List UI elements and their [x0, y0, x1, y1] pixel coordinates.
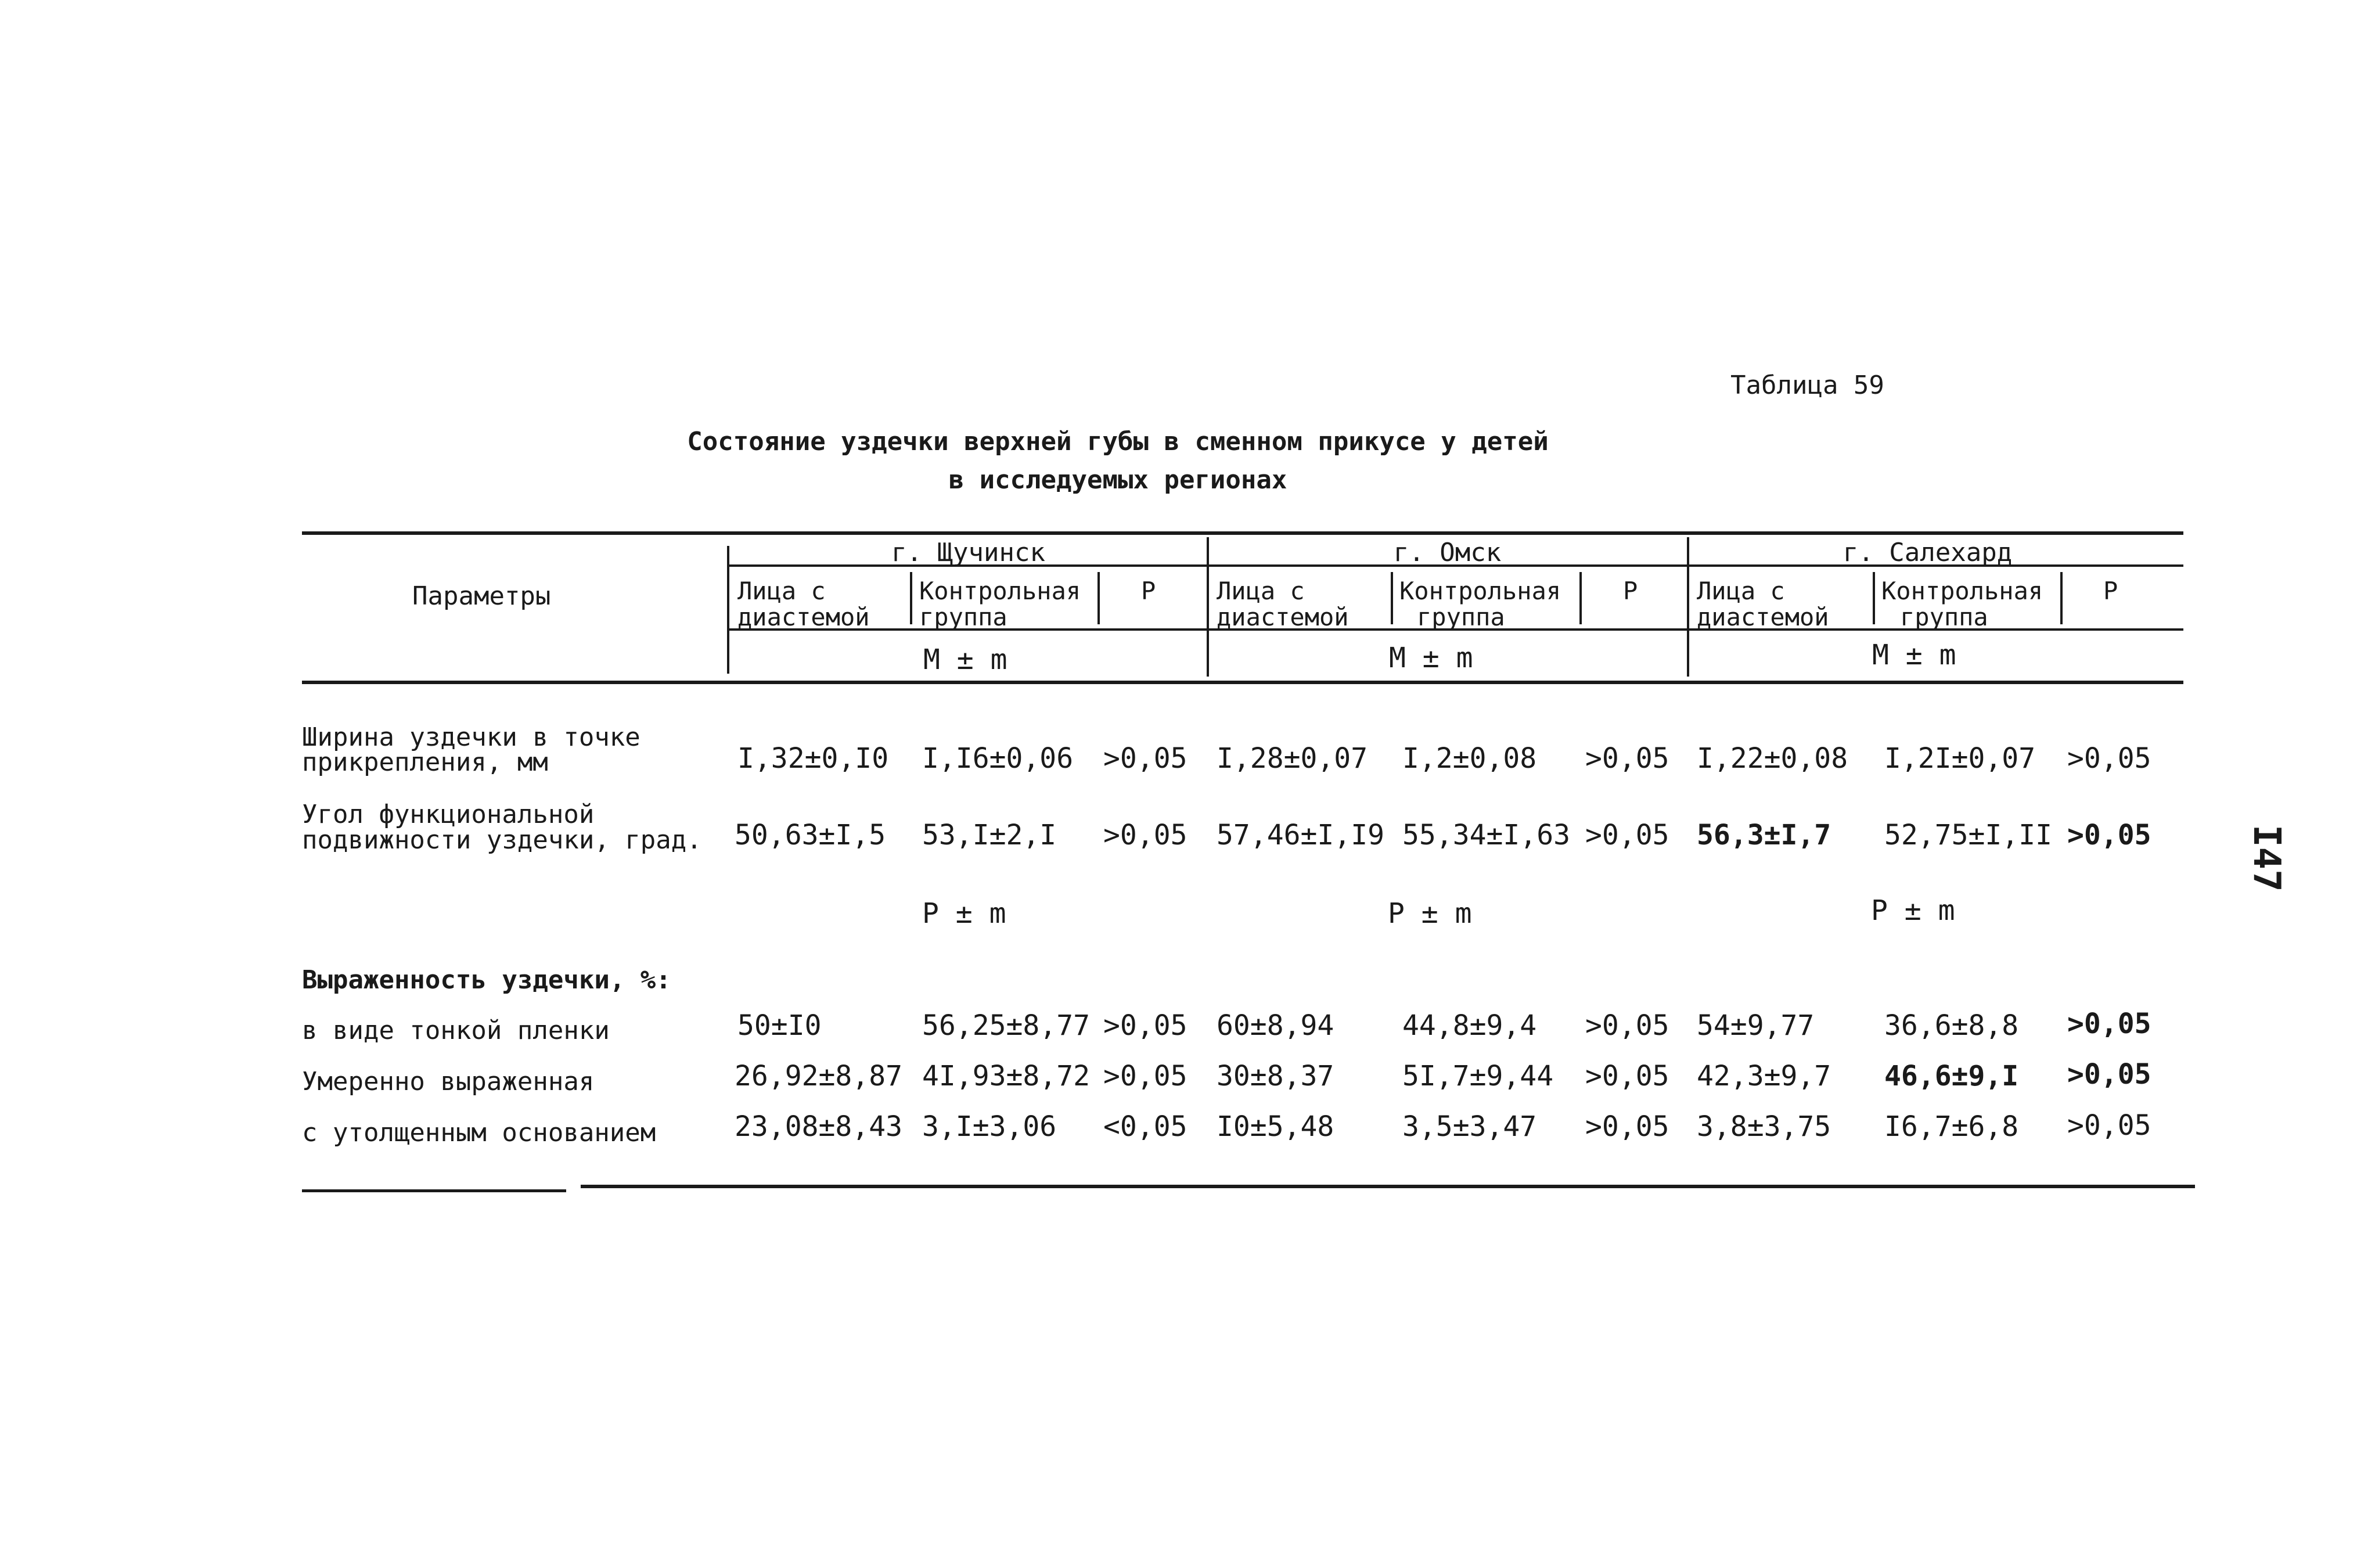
subheader-control-line2: группа [919, 603, 1007, 631]
value-cell: 4I,93±8,72 [922, 1060, 1090, 1092]
row-label: в виде тонкой пленки [302, 1016, 610, 1045]
sub-separator [1391, 572, 1393, 624]
value-cell: I,28±0,07 [1217, 742, 1368, 775]
table-bottom-rule-right [581, 1185, 2195, 1188]
subheader-p: P [2103, 577, 2118, 605]
title-line-2: в исследуемых регионах [948, 465, 1287, 495]
stat-m-label: M ± m [1872, 639, 1956, 671]
subheader-p: P [1623, 577, 1638, 605]
p-cell: >0,05 [1103, 1060, 1188, 1092]
region-separator [727, 546, 729, 674]
value-cell: 44,8±9,4 [1402, 1009, 1537, 1042]
value-cell: 23,08±8,43 [735, 1110, 902, 1143]
row-label: Умеренно выраженная [302, 1067, 595, 1096]
table-bottom-rule-left [302, 1189, 566, 1192]
stat-p-label: P ± m [922, 897, 1006, 930]
sub-separator [2060, 572, 2063, 624]
value-cell: 42,3±9,7 [1697, 1060, 1831, 1092]
p-cell: >0,05 [1585, 1110, 1669, 1143]
p-cell: >0,05 [1585, 1009, 1669, 1042]
row-label-line1: Ширина уздечки в точке [302, 722, 640, 752]
sub-separator [1873, 572, 1875, 624]
p-cell: >0,05 [1103, 742, 1188, 775]
region-header-omsk: г. Омск [1393, 538, 1502, 567]
value-cell: 30±8,37 [1217, 1060, 1334, 1092]
value-cell: 57,46±I,I9 [1217, 819, 1384, 851]
value-cell: 53,I±2,I [922, 819, 1057, 851]
subheader-diastema-line1: Лица с [737, 577, 826, 605]
region-separator [1687, 537, 1689, 677]
subheader-diastema-line1: Лица с [1217, 577, 1305, 605]
value-cell: 26,92±8,87 [735, 1060, 902, 1092]
value-cell: I,2I±0,07 [1884, 742, 2036, 775]
p-cell: >0,05 [2067, 1109, 2151, 1142]
sub-separator [1579, 572, 1582, 624]
region-separator [1207, 537, 1209, 677]
subheader-control-line1: Контрольная [1399, 577, 1561, 605]
value-cell: 55,34±I,63 [1402, 819, 1570, 851]
value-cell: 46,6±9,I [1884, 1060, 2019, 1092]
row-label-line2: подвижности уздечки, град. [302, 825, 702, 855]
p-cell: >0,05 [1103, 819, 1188, 851]
value-cell: 60±8,94 [1217, 1009, 1334, 1042]
value-cell: 50±I0 [737, 1009, 822, 1042]
subheader-diastema-line2: диастемой [1217, 603, 1349, 631]
header-bottom-rule [302, 681, 2183, 684]
value-cell: I0±5,48 [1217, 1110, 1334, 1143]
value-cell: 56,3±I,7 [1697, 819, 1831, 851]
value-cell: 3,8±3,75 [1697, 1110, 1831, 1143]
value-cell: 56,25±8,77 [922, 1009, 1090, 1042]
value-cell: 50,63±I,5 [735, 819, 886, 851]
stat-p-label: P ± m [1388, 897, 1472, 930]
row-label: с утолщенным основанием [302, 1118, 656, 1148]
stat-p-label: P ± m [1871, 894, 1955, 927]
value-cell: 54±9,77 [1697, 1009, 1815, 1042]
stat-m-label: M ± m [923, 643, 1007, 676]
p-cell: >0,05 [1585, 742, 1669, 775]
sub-separator [910, 572, 912, 624]
row-label-line1: Угол функциональной [302, 800, 595, 829]
value-cell: 36,6±8,8 [1884, 1009, 2019, 1042]
p-cell: >0,05 [2067, 1058, 2151, 1091]
title-line-1: Состояние уздечки верхней губы в сменном прикусе у детей [687, 427, 1549, 456]
param-header: Параметры [412, 581, 551, 611]
subheader-p: P [1141, 577, 1156, 605]
p-cell: >0,05 [1585, 819, 1669, 851]
value-cell: I,2±0,08 [1402, 742, 1537, 775]
subheader-control-line1: Контрольная [1881, 577, 2043, 605]
p-cell: >0,05 [1585, 1060, 1669, 1092]
page-number: I47 [2245, 825, 2288, 892]
p-cell: <0,05 [1103, 1110, 1188, 1143]
stat-m-label: M ± m [1389, 642, 1473, 674]
value-cell: I,I6±0,06 [922, 742, 1074, 775]
value-cell: I,22±0,08 [1697, 742, 1848, 775]
section-heading: Выраженность уздечки, %: [302, 965, 671, 995]
sub-separator [1097, 572, 1100, 624]
subheader-diastema-line1: Лица с [1697, 577, 1785, 605]
table-title [581, 423, 1655, 499]
region-header-salekhard: г. Салехард [1843, 538, 2013, 567]
value-cell: I,32±0,I0 [737, 742, 889, 775]
table-top-rule [302, 531, 2183, 535]
value-cell: 5I,7±9,44 [1402, 1060, 1554, 1092]
value-cell: 52,75±I,II [1884, 819, 2052, 851]
subheader-control-line1: Контрольная [919, 577, 1081, 605]
value-cell: I6,7±6,8 [1884, 1110, 2019, 1143]
subheader-diastema-line2: диастемой [737, 603, 870, 631]
region-header-shchuchinsk: г. Щучинск [891, 538, 1045, 567]
row-label-line2: прикрепления, мм [302, 747, 548, 777]
p-cell: >0,05 [1103, 1009, 1188, 1042]
value-cell: 3,5±3,47 [1402, 1110, 1537, 1143]
subheader-control-line2: группа [1417, 603, 1505, 631]
table-label: Таблица 59 [1730, 371, 1884, 400]
p-cell: >0,05 [2067, 742, 2151, 775]
p-cell: >0,05 [2067, 1008, 2151, 1040]
subheader-diastema-line2: диастемой [1697, 603, 1829, 631]
p-cell: >0,05 [2067, 819, 2151, 851]
subheader-control-line2: группа [1900, 603, 1988, 631]
value-cell: 3,I±3,06 [922, 1110, 1057, 1143]
